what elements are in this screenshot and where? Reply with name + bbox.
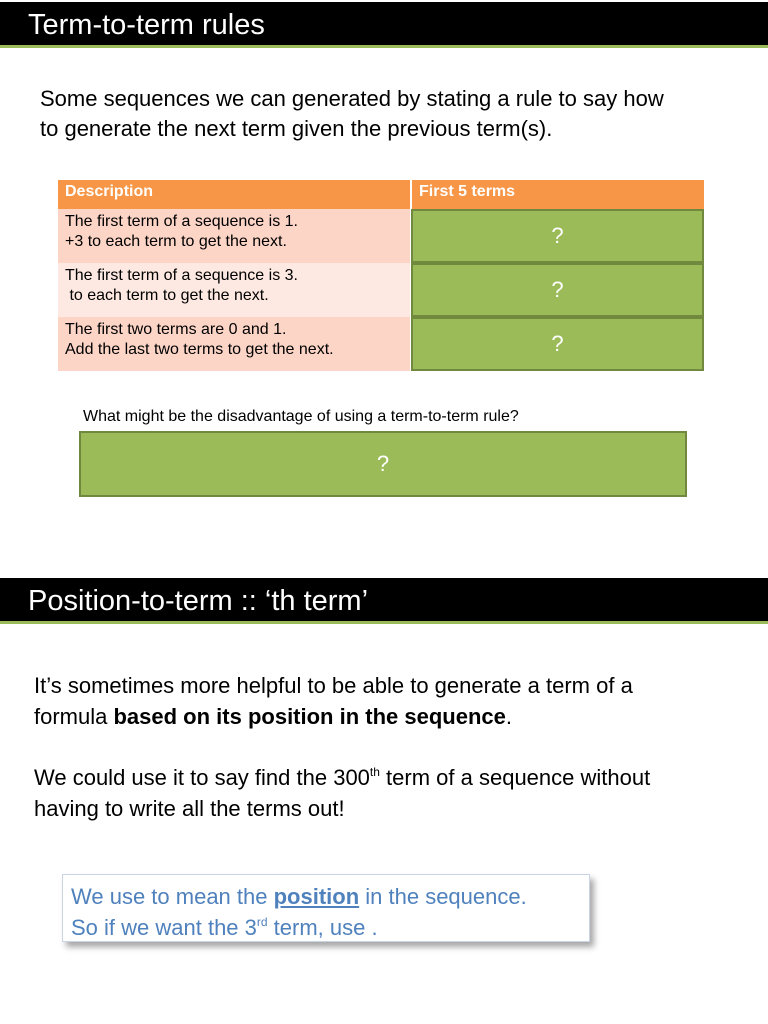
intro-text: [40, 84, 740, 144]
paragraph-text: term of a sequence without: [379, 765, 651, 790]
paragraph-line: [34, 701, 734, 732]
paragraph: [34, 670, 734, 732]
callout-text: in the sequence.: [359, 884, 527, 909]
paragraph-text: We could use it to say find the 300: [34, 765, 370, 790]
row-description: [58, 209, 410, 263]
section-title: Position-to-term :: ‘th term’: [28, 585, 369, 617]
row-description: [58, 263, 410, 317]
row-description-line: The first term of a sequence is 1.: [65, 213, 298, 230]
reveal-answer-box[interactable]: ?: [411, 317, 704, 371]
callout-text: We use to mean the: [71, 884, 274, 909]
row-description-line: The first term of a sequence is 3.: [65, 267, 298, 284]
question-text: What might be the disadvantage of using a term-to-term rule?: [83, 408, 519, 425]
table-header: [58, 180, 704, 209]
callout-text: term, use .: [267, 915, 378, 940]
emphasis-text: based on its position in the sequence: [113, 704, 506, 729]
reveal-answer-box[interactable]: ?: [79, 431, 687, 497]
callout-line: [71, 881, 589, 912]
reveal-answer-box[interactable]: ?: [411, 263, 704, 317]
header-description: Description: [65, 183, 154, 200]
superscript: rd: [256, 915, 268, 929]
superscript: th: [369, 765, 380, 779]
table-row: [58, 209, 704, 263]
position-link[interactable]: position: [273, 884, 360, 909]
header-first-5-terms: First 5 terms: [419, 183, 516, 200]
row-description-line: Add the last two terms to get the next.: [65, 341, 334, 358]
row-description-line: The first two terms are 0 and 1.: [65, 321, 287, 338]
reveal-answer-box[interactable]: ?: [411, 209, 704, 263]
paragraph-text: formula: [34, 704, 114, 729]
row-description: [58, 317, 410, 371]
callout-line: [71, 912, 589, 943]
paragraph-text: .: [505, 704, 512, 729]
row-description-line: +3 to each term to get the next.: [65, 233, 287, 250]
table-row: [58, 317, 704, 371]
paragraph: [34, 762, 734, 824]
section-title-bar: [0, 578, 768, 624]
paragraph-line: [34, 762, 734, 793]
table-row: [58, 263, 704, 317]
intro-line-2: to generate the next term given the previous term(s).: [40, 116, 553, 141]
section-title-bar: [0, 2, 768, 48]
callout-text: So if we want the 3: [71, 915, 257, 940]
row-description-line: to each term to get the next.: [65, 287, 269, 304]
paragraph-line: having to write all the terms out!: [34, 796, 345, 821]
section-title: Term-to-term rules: [28, 9, 265, 41]
intro-line-1: Some sequences we can generated by stating a rule to say how: [40, 86, 664, 111]
paragraph-line: It’s sometimes more helpful to be able to generate a term of a: [34, 673, 633, 698]
header-divider: [410, 180, 412, 209]
callout-box: [62, 874, 590, 942]
